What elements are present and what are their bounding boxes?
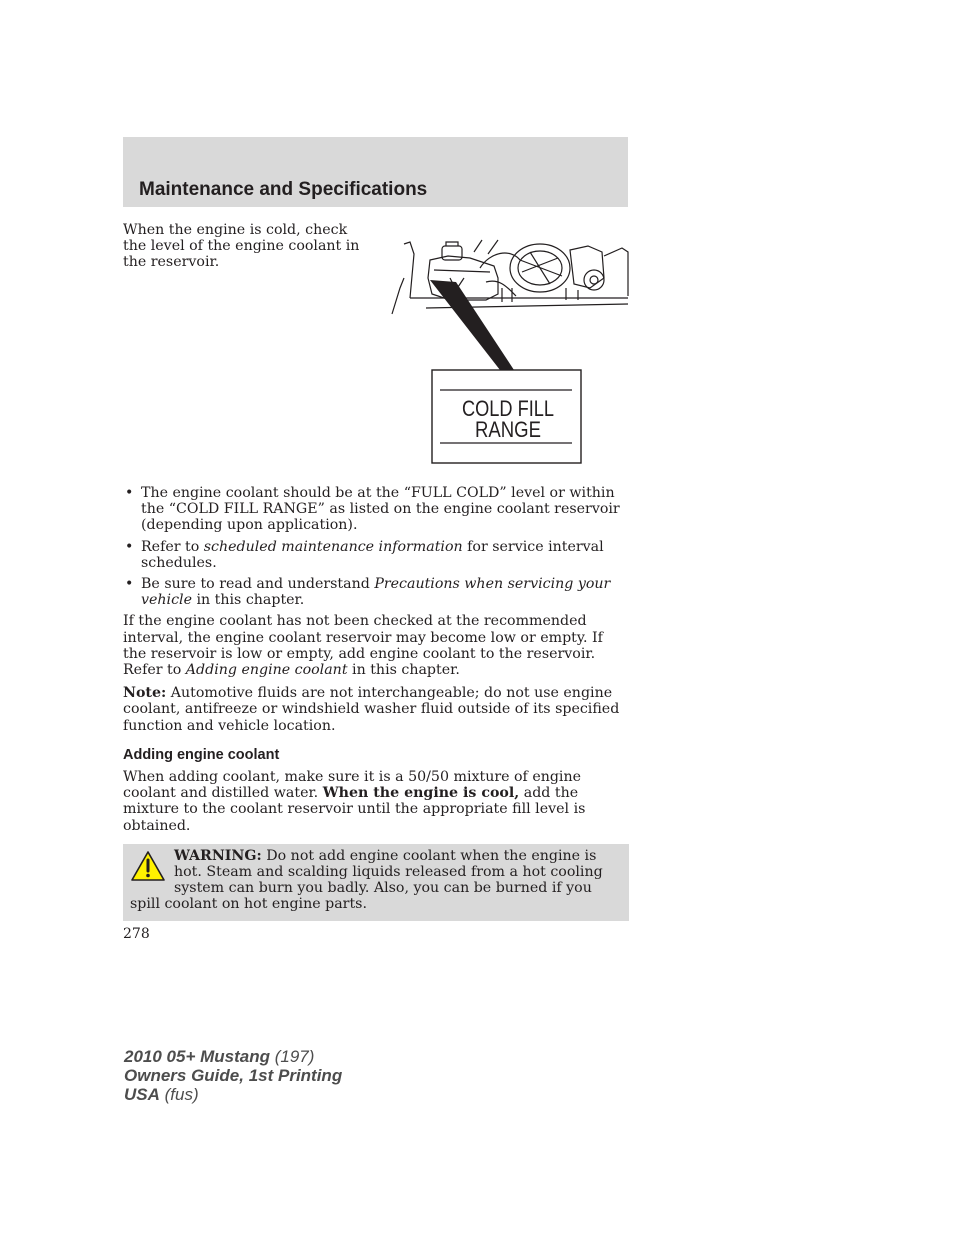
cross-reference: Adding engine coolant — [185, 662, 348, 679]
section-heading: Adding engine coolant — [123, 746, 280, 763]
adding-coolant-paragraph: When adding coolant, make sure it is a 50/50 mixture of engine coolant and distilled water. When the engine is cool, add the mixture to the coolant reservoir until the appropriate fill level is obtained. — [123, 769, 586, 834]
coolant-reservoir-illustration — [390, 238, 630, 466]
warning-triangle-icon — [130, 850, 166, 882]
warning-text: Do not add engine coolant when the engine is hot. Steam and scalding liquids released from a hot cooling system can burn you badly. Also, you can be burned if you spill coolant on hot engine parts. — [130, 847, 603, 913]
list-item: • Refer to scheduled maintenance information for service interval schedules. — [123, 539, 629, 571]
warning-box — [123, 844, 629, 921]
note-label: Note: — [123, 685, 167, 702]
document-footer: 2010 05+ Mustang (197) Owners Guide, 1st Printing USA (fus) — [124, 1047, 343, 1104]
figure-label-line1: COLD FILL — [462, 396, 554, 421]
intro-paragraph: When the engine is cold, check the level of the engine coolant in the reservoir. — [123, 222, 360, 271]
body-content — [123, 485, 629, 921]
coolant-check-paragraph: If the engine coolant has not been checked at the recommended interval, the engine coolant reservoir may become low or empty. If the reservoir is low or empty, add engine coolant to the reservoir. Refer to Adding engine coolant in this chapter. — [123, 613, 603, 679]
cross-reference: scheduled maintenance information — [203, 538, 463, 555]
note-paragraph: Note: Automotive fluids are not interchangeable; do not use engine coolant, antifreeze or windshield washer fluid outside of its specified function and vehicle location. — [123, 685, 620, 734]
figure-label-line2: RANGE — [475, 417, 541, 442]
cross-reference: Precautions when servicing your vehicle — [141, 576, 611, 609]
bullet-list — [123, 485, 629, 608]
list-item: • The engine coolant should be at the “FULL COLD” level or within the “COLD FILL RANGE” as listed on the engine coolant reservoir (depending upon application). — [123, 485, 629, 534]
section-header-bar — [123, 137, 628, 207]
page-number: 278 — [123, 926, 150, 942]
warning-label: WARNING: — [174, 847, 262, 864]
list-item: • Be sure to read and understand Precautions when servicing your vehicle in this chapter. — [123, 576, 629, 608]
page-title: Maintenance and Specifications — [139, 179, 428, 200]
